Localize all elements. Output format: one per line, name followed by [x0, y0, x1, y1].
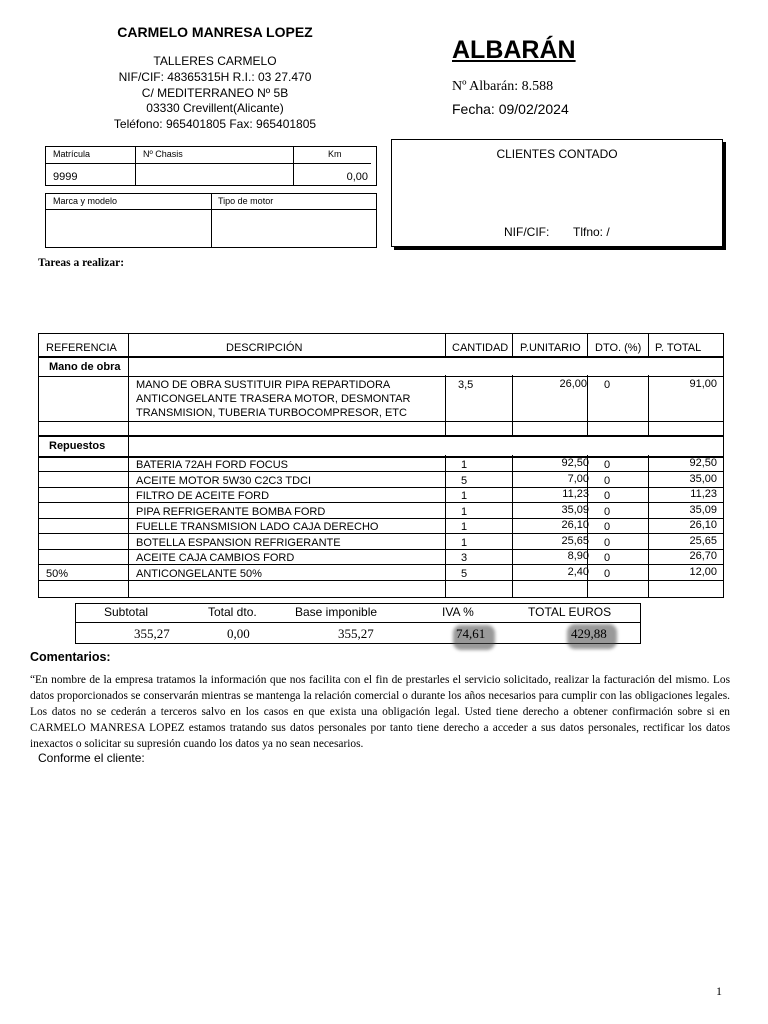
totals-box — [75, 603, 641, 644]
header-descripcion: DESCRIPCIÓN — [226, 342, 303, 354]
base-imponible-label: Base imponible — [295, 605, 378, 619]
part-unit: 7,00 — [567, 473, 589, 485]
km-value: 0,00 — [346, 171, 368, 183]
items-table — [38, 333, 724, 598]
divider — [46, 163, 371, 164]
part-desc: FUELLE TRANSMISION LADO CAJA DERECHO — [136, 521, 379, 533]
motor-label: Tipo de motor — [218, 196, 274, 206]
labor-desc-line: ANTICONGELANTE TRASERA MOTOR, DESMONTAR — [136, 393, 411, 405]
part-unit: 35,09 — [561, 504, 589, 516]
part-unit: 8,90 — [567, 550, 589, 562]
vehicle-id-box — [45, 146, 377, 186]
part-unit: 26,10 — [561, 519, 589, 531]
part-total: 26,70 — [689, 550, 717, 562]
subtotal-value: 355,27 — [134, 626, 170, 641]
divider — [46, 209, 376, 210]
total-dto-value: 0,00 — [227, 626, 250, 641]
part-unit: 92,50 — [561, 457, 589, 469]
labor-unit: 26,00 — [559, 378, 587, 390]
company-phone: Teléfono: 965401805 Fax: 965401805 — [113, 117, 317, 131]
part-qty: 1 — [461, 521, 468, 533]
part-desc: BATERIA 72AH FORD FOCUS — [136, 459, 288, 471]
part-ref: 50% — [46, 568, 69, 580]
comentarios-label: Comentarios: — [30, 650, 111, 664]
header-dto: DTO. (%) — [595, 342, 642, 354]
matricula-label: Matrícula — [53, 149, 91, 159]
tareas-label: Tareas a realizar: — [38, 257, 125, 269]
company-address: C/ MEDITERRANEO Nº 5B — [141, 86, 289, 100]
legal-notice: “En nombre de la empresa tratamos la información que nos facilita con el fin de prestarles el servicio solicitado, realizar la facturación del mismo. Los datos proporcionados se conservarán mientras se mantenga la relación comercial o durante los años necesarios para cumplir con las obligaciones legales. Los datos no se cederán a terceros salvo en los casos en que exista una obligación legal. Usted tiene derecho a obtener confirmación sobre si en CARMELO MANRESA LOPEZ estamos tratando sus datos personales por tanto tiene derecho a acceder a sus datos personales, rectificar los datos inexactos o solicitar su supresión cuando los datos ya no sean necesarios. — [30, 674, 730, 750]
labor-qty: 3,5 — [458, 379, 474, 391]
part-dto: 0 — [604, 552, 611, 564]
part-desc: BOTELLA ESPANSION REFRIGERANTE — [136, 537, 341, 549]
section-repuestos: Repuestos — [49, 440, 106, 452]
part-qty: 1 — [461, 459, 468, 471]
header-ptotal: P. TOTAL — [655, 342, 702, 354]
part-qty: 5 — [461, 475, 468, 487]
part-total: 35,09 — [689, 504, 717, 516]
section-mano-de-obra: Mano de obra — [49, 361, 121, 373]
section-row-bg — [129, 437, 719, 455]
document-date: Fecha: 09/02/2024 — [452, 101, 569, 117]
marca-label: Marca y modelo — [53, 196, 118, 206]
albaran-number: Nº Albarán: 8.588 — [452, 79, 554, 94]
labor-desc-line: TRANSMISION, TUBERIA TURBOCOMPRESOR, ETC — [136, 407, 407, 419]
part-total: 92,50 — [689, 457, 717, 469]
base-imponible-value: 355,27 — [338, 626, 374, 641]
part-dto: 0 — [604, 537, 611, 549]
part-dto: 0 — [604, 506, 611, 518]
part-qty: 1 — [461, 490, 468, 502]
part-unit: 2,40 — [567, 566, 589, 578]
divider — [293, 147, 294, 185]
row-divider — [39, 376, 723, 377]
part-desc: ACEITE CAJA CAMBIOS FORD — [136, 552, 295, 564]
km-label: Km — [328, 149, 342, 159]
total-dto-label: Total dto. — [208, 605, 257, 619]
part-total: 35,00 — [689, 473, 717, 485]
document-title: ALBARÁN — [452, 36, 576, 64]
header-cantidad: CANTIDAD — [452, 342, 509, 354]
part-dto: 0 — [604, 521, 611, 533]
part-qty: 1 — [461, 537, 468, 549]
part-qty: 1 — [461, 506, 468, 518]
labor-total: 91,00 — [689, 378, 717, 390]
section-row-bg — [129, 358, 719, 375]
part-dto: 0 — [604, 475, 611, 487]
row-divider — [39, 421, 723, 422]
client-box — [391, 139, 723, 247]
part-total: 12,00 — [689, 566, 717, 578]
part-desc: ANTICONGELANTE 50% — [136, 568, 262, 580]
iva-value: 74,61 — [456, 626, 486, 641]
part-desc: PIPA REFRIGERANTE BOMBA FORD — [136, 506, 326, 518]
part-dto: 0 — [604, 459, 611, 471]
company-name: CARMELO MANRESA LOPEZ — [117, 24, 313, 40]
total-euros-label: TOTAL EUROS — [528, 605, 612, 619]
part-unit: 25,65 — [561, 535, 589, 547]
iva-label: IVA % — [442, 605, 474, 619]
vehicle-model-box — [45, 193, 377, 248]
divider — [135, 147, 136, 185]
part-qty: 3 — [461, 552, 468, 564]
subtotal-label: Subtotal — [104, 605, 149, 619]
part-total: 26,10 — [689, 519, 717, 531]
part-unit: 11,23 — [562, 488, 589, 500]
part-total: 11,23 — [690, 488, 717, 500]
divider — [211, 194, 212, 247]
chasis-label: Nº Chasis — [143, 149, 183, 159]
part-desc: FILTRO DE ACEITE FORD — [136, 490, 270, 502]
matricula-value: 9999 — [53, 171, 78, 183]
company-nif: NIF/CIF: 48365315H R.I.: 03 27.470 — [118, 70, 312, 84]
header-referencia: REFERENCIA — [46, 342, 117, 354]
header-punitario: P.UNITARIO — [520, 342, 581, 354]
conforme-cliente: Conforme el cliente: — [38, 751, 145, 765]
client-nif-label: NIF/CIF: — [504, 225, 550, 239]
company-city: 03330 Crevillent(Alicante) — [146, 101, 284, 115]
part-desc: ACEITE MOTOR 5W30 C2C3 TDCI — [136, 475, 312, 487]
part-total: 25,65 — [689, 535, 717, 547]
company-trade-name: TALLERES CARMELO — [153, 54, 277, 68]
client-phone: Tlfno: / — [573, 225, 610, 239]
divider — [76, 622, 640, 623]
part-qty: 5 — [461, 568, 468, 580]
part-dto: 0 — [604, 568, 611, 580]
labor-dto: 0 — [604, 379, 611, 391]
total-euros-value: 429,88 — [571, 626, 607, 641]
page-number: 1 — [716, 984, 722, 998]
part-dto: 0 — [604, 490, 611, 502]
client-name: CLIENTES CONTADO — [496, 147, 618, 161]
labor-desc-line: MANO DE OBRA SUSTITUIR PIPA REPARTIDORA — [136, 379, 391, 391]
